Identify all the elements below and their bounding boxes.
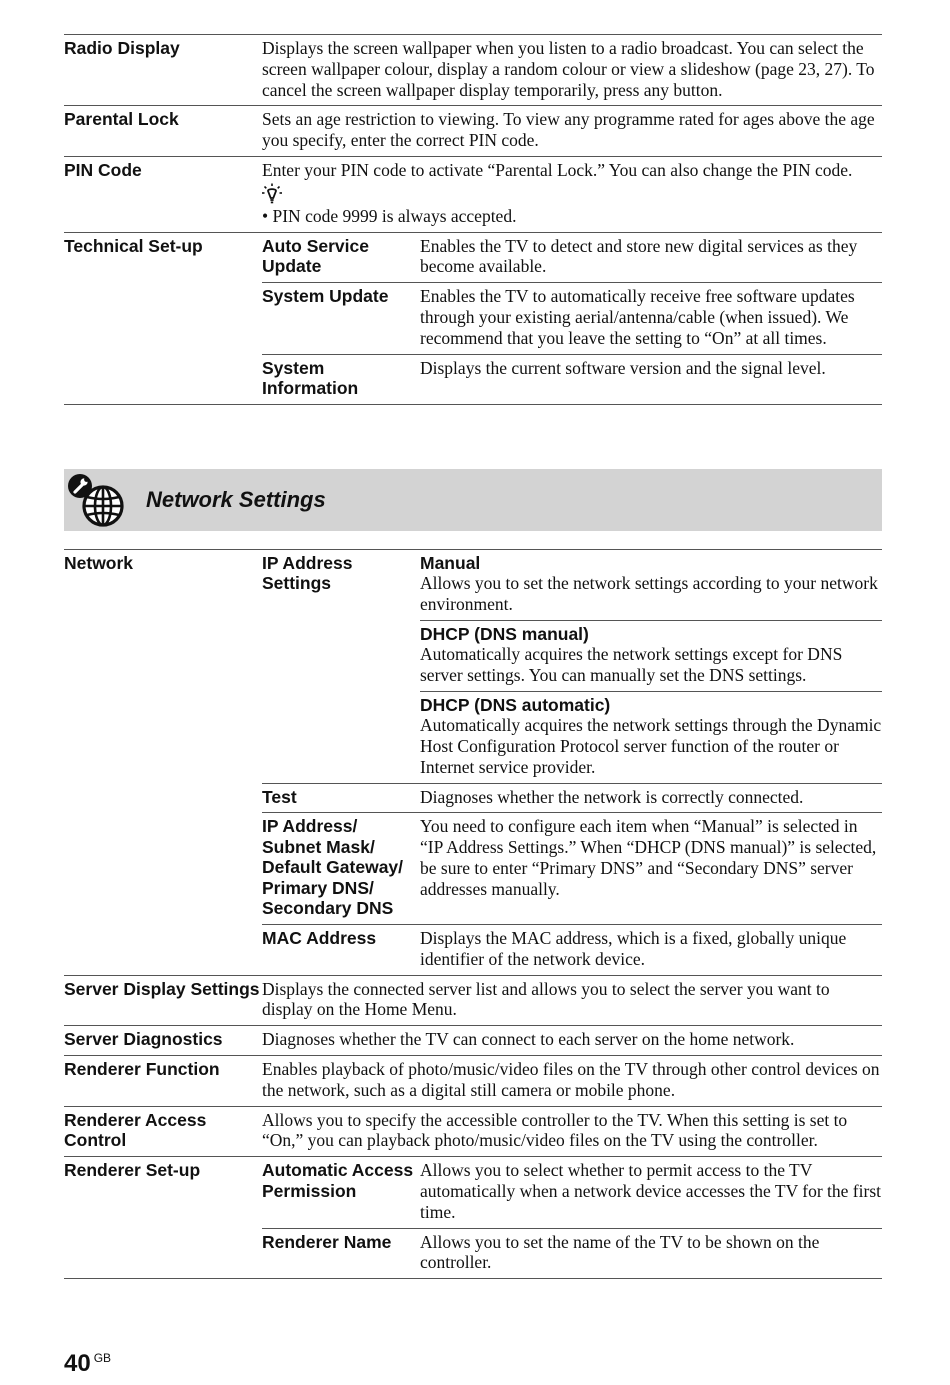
setting-description: Diagnoses whether the TV can connect to each server on the home network.: [262, 1029, 795, 1050]
network-settings-icon: [66, 472, 126, 528]
setting-row-pin-code: [64, 156, 882, 232]
sub-setting-label: IP Address Settings: [262, 552, 353, 594]
sub-setting-label: MAC Address: [262, 927, 377, 948]
sub-setting-description: Displays the MAC address, which is a fixed, globally unique identifier of the network device.: [420, 927, 847, 969]
setting-row-renderer-access-control: [64, 1106, 882, 1157]
sub-setting-renderer-name: [262, 1228, 882, 1274]
region-code: GB: [93, 1351, 112, 1365]
setting-label: Parental Lock: [64, 109, 179, 130]
option-description: Allows you to set the network settings according to your network environment.: [420, 573, 878, 614]
sub-setting-label: System Update: [262, 286, 389, 307]
setting-row-renderer-setup: [64, 1156, 882, 1279]
sub-setting-description: Allows you to select whether to permit access to the TV automatically when a network device accesses the TV for the first time.: [420, 1160, 881, 1222]
sub-setting-mac-address: [262, 924, 882, 970]
option-description: Automatically acquires the network settings through the Dynamic Host Configuration Protocol server function of the router or Internet service provider.: [420, 715, 882, 777]
setting-description: Enter your PIN code to activate “Parental Lock.” You can also change the PIN code.: [262, 159, 853, 180]
section-header-network-settings: [64, 469, 882, 531]
setting-label: PIN Code: [64, 159, 142, 180]
setting-description: Sets an age restriction to viewing. To view any programme rated for ages above the age you specify, enter the correct PIN code.: [262, 109, 875, 151]
sub-setting-test: [262, 783, 882, 808]
hint-text: • PIN code 9999 is always accepted.: [262, 205, 517, 226]
sub-setting-description: Enables the TV to automatically receive free software updates through your existing aerial/antenna/cable (when issued). We recommend that you leave the setting to “On” at all times.: [420, 286, 855, 348]
setting-label: Technical Set-up: [64, 235, 203, 256]
sub-setting-ip-address-settings: [262, 553, 882, 778]
setting-row-parental-lock: [64, 105, 882, 156]
setting-description: Displays the connected server list and allows you to select the server you want to display on the Home Menu.: [262, 978, 830, 1020]
hint-lightbulb-icon: [262, 183, 282, 205]
sub-setting-description: Diagnoses whether the network is correctly connected.: [420, 786, 804, 807]
page-number: [64, 1350, 111, 1378]
sub-setting-label: Test: [262, 786, 297, 807]
setting-row-server-display-settings: [64, 975, 882, 1026]
setting-label: Server Display Settings: [64, 978, 260, 999]
sub-setting-label: Auto Service Update: [262, 235, 369, 277]
sub-setting-description: Allows you to set the name of the TV to be shown on the controller.: [420, 1231, 820, 1273]
option-title: Manual: [420, 552, 481, 573]
setting-label: Radio Display: [64, 38, 180, 58]
sub-setting-label: System Information: [262, 357, 359, 399]
section-title: Network Settings: [146, 486, 326, 512]
sub-setting-ip-address-fields: [262, 812, 882, 919]
option-description: Automatically acquires the network settings except for DNS server settings. You can manually set the DNS settings.: [420, 644, 843, 685]
setting-row-server-diagnostics: [64, 1025, 882, 1055]
sub-setting-system-information: [262, 354, 882, 399]
sub-setting-label: Renderer Name: [262, 1231, 392, 1252]
sub-setting-description: Enables the TV to detect and store new digital services as they become available.: [420, 235, 858, 277]
sub-setting-auto-service-update: [262, 236, 882, 278]
sub-setting-label: IP Address/ Subnet Mask/ Default Gateway/ Primary DNS/ Secondary DNS: [262, 816, 404, 919]
network-settings-table: [64, 549, 882, 1280]
sub-setting-description: You need to configure each item when “Manual” is selected in “IP Address Settings.” When “DHCP (DNS manual)” is selected, be sure to enter “Primary DNS” and “Secondary DNS” server addresses manually.: [420, 816, 877, 899]
setting-label: Network: [64, 552, 134, 573]
setting-row-renderer-function: [64, 1055, 882, 1106]
general-settings-table: [64, 34, 882, 405]
manual-page: [64, 34, 882, 1279]
page-number-value: 40: [64, 1350, 91, 1377]
setting-description: Enables playback of photo/music/video files on the TV through other control devices on the network, such as a digital still camera or mobile phone.: [262, 1058, 880, 1100]
setting-label: Renderer Set-up: [64, 1160, 201, 1181]
setting-row-network: [64, 549, 882, 975]
setting-row-radio-display: [64, 34, 882, 105]
option-title: DHCP (DNS automatic): [420, 694, 611, 715]
setting-row-technical-setup: [64, 232, 882, 405]
option-title: DHCP (DNS manual): [420, 623, 589, 644]
option-dhcp-dns-automatic: [420, 691, 882, 778]
sub-setting-system-update: [262, 282, 882, 348]
setting-label: Renderer Function: [64, 1058, 220, 1079]
setting-label: Renderer Access Control: [64, 1109, 207, 1151]
setting-label: Server Diagnostics: [64, 1029, 223, 1050]
sub-setting-automatic-access-permission: [262, 1160, 882, 1222]
sub-setting-description: Displays the current software version and the signal level.: [420, 357, 826, 378]
option-dhcp-dns-manual: [420, 620, 882, 686]
setting-description: Allows you to specify the accessible controller to the TV. When this setting is set to “On,” you can playback photo/music/video files on the TV using the controller.: [262, 1109, 848, 1151]
sub-setting-label: Automatic Access Permission: [262, 1160, 414, 1201]
setting-description: Displays the screen wallpaper when you listen to a radio broadcast. You can select the screen wallpaper colour, display a random colour or view a slideshow (page 23, 27). To cancel the screen wallpaper display temporarily, press any button.: [262, 38, 875, 100]
